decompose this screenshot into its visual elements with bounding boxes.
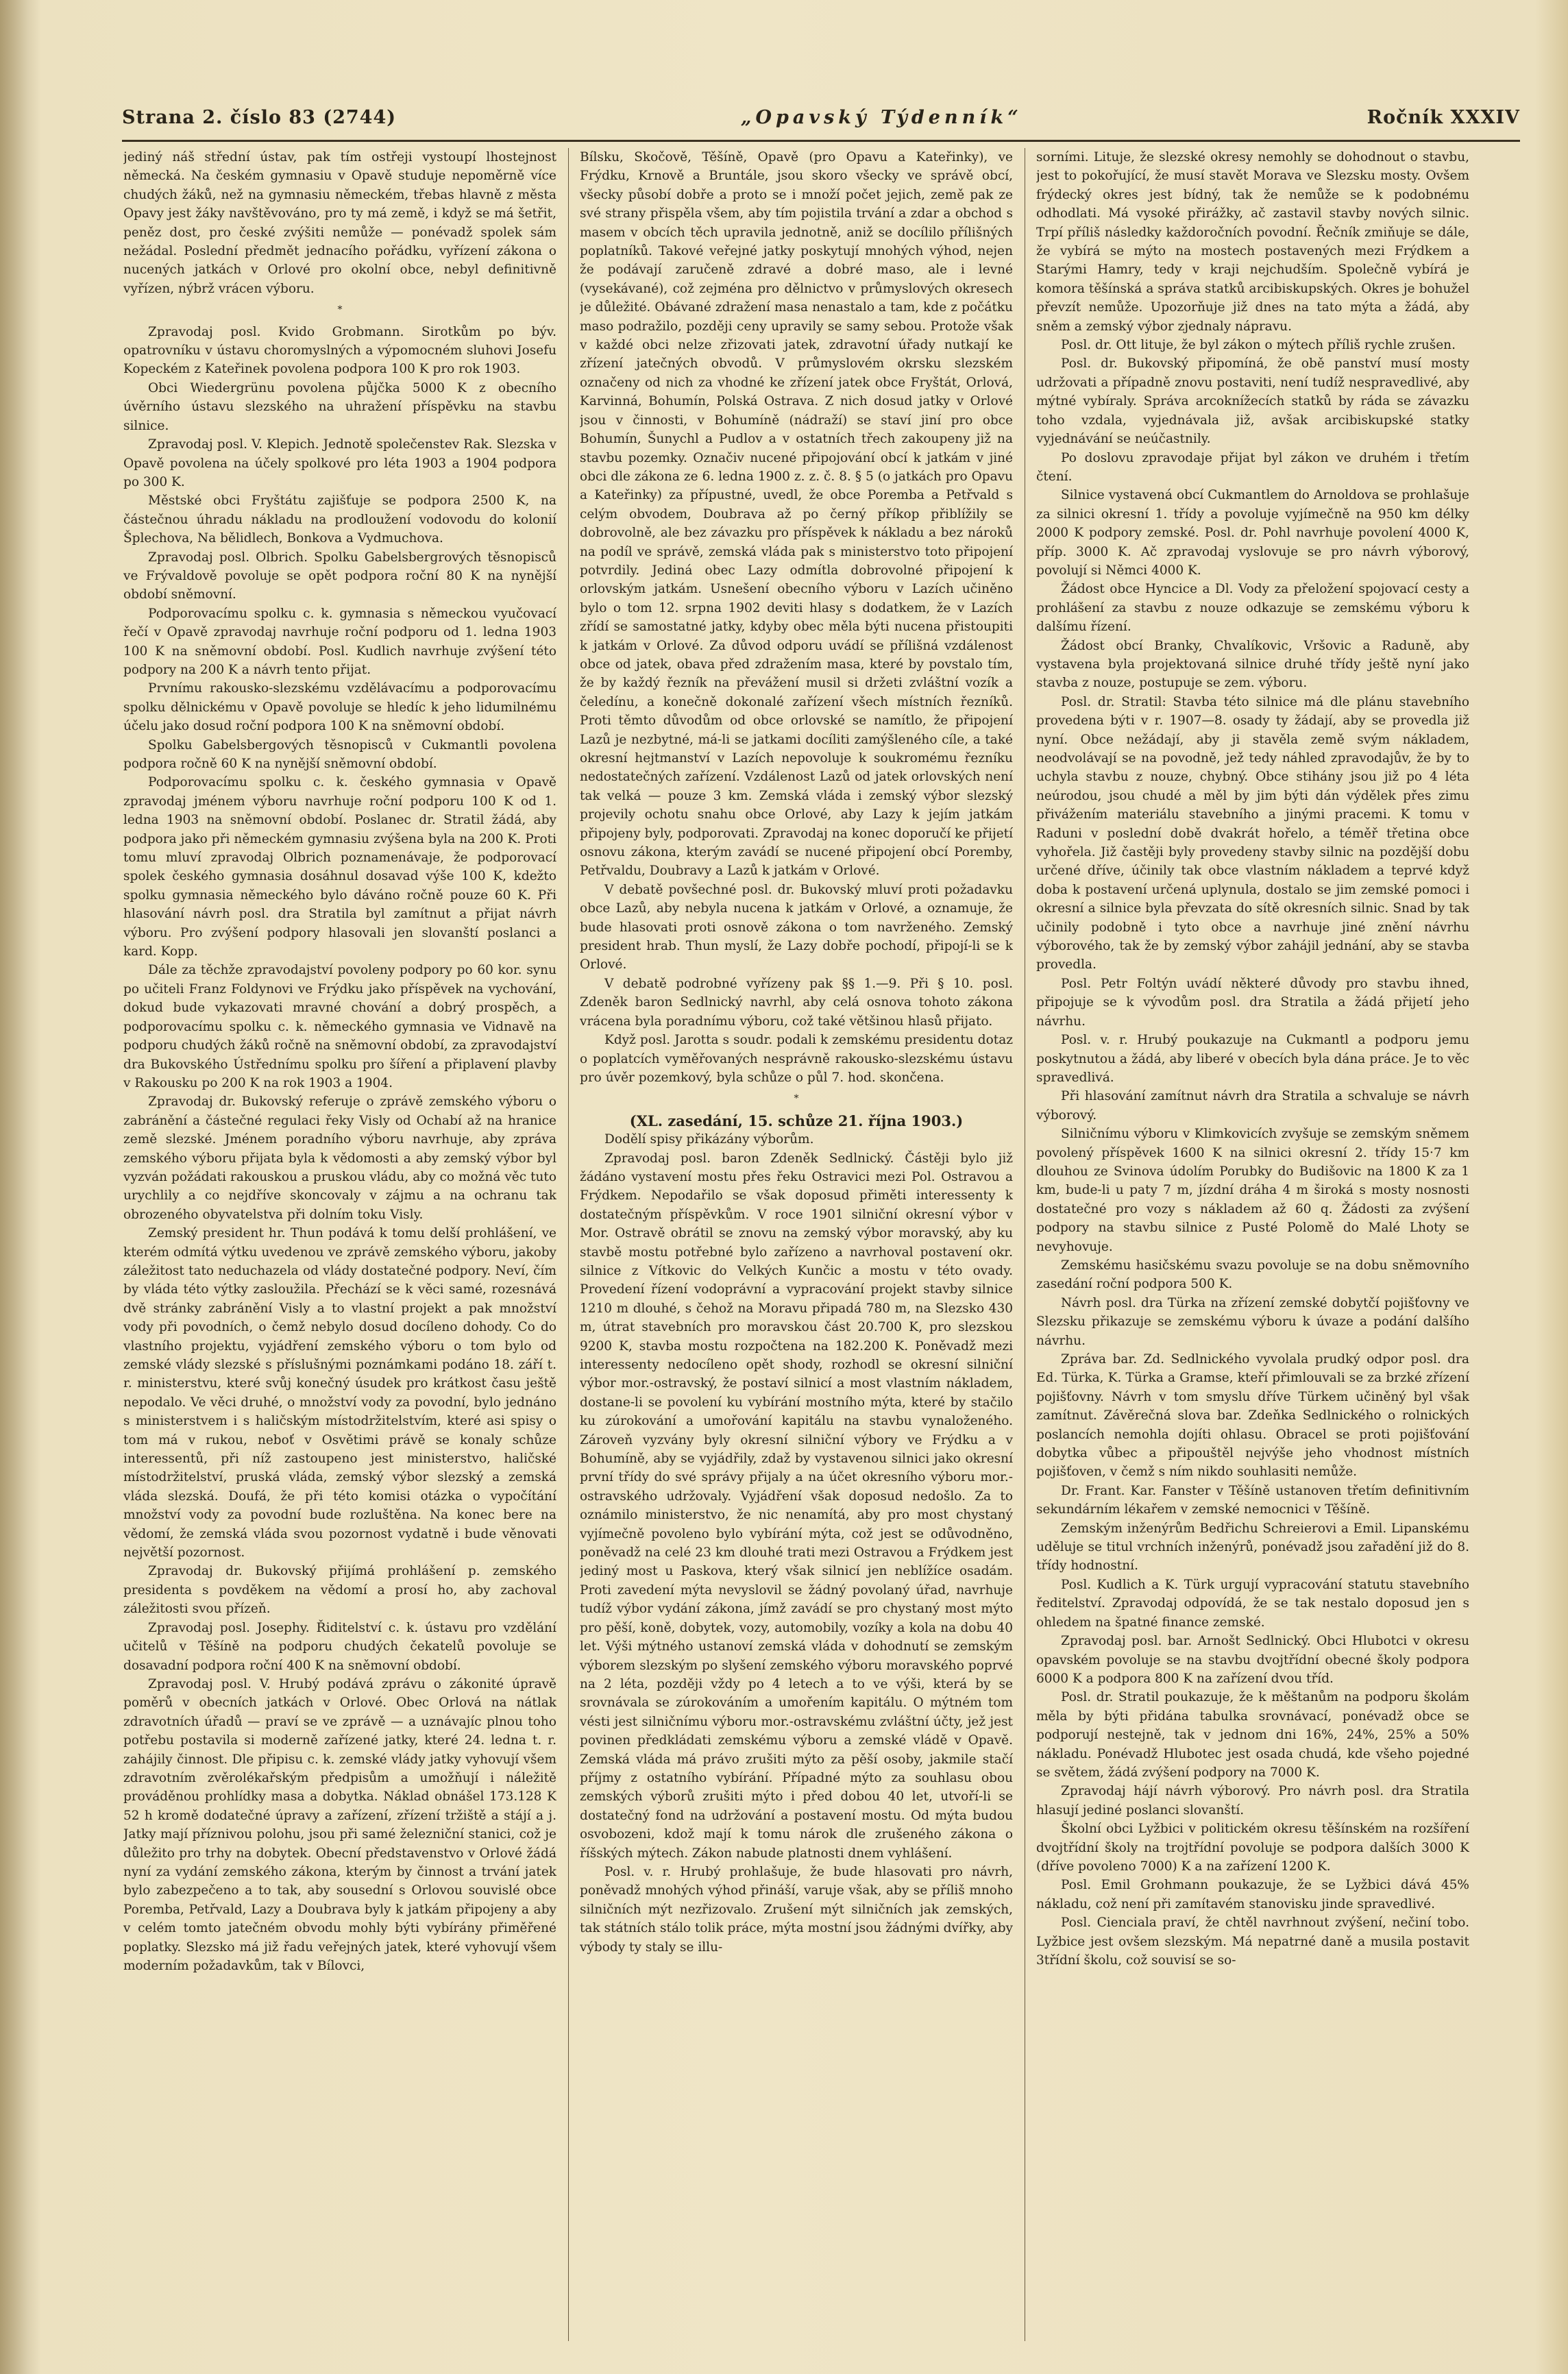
- column-divider: [568, 148, 569, 2341]
- paragraph: Spolku Gabelsbergových těsnopisců v Cukmantli povolena podpora ročně 60 K na nynější sněmovní období.: [123, 737, 556, 771]
- paragraph: Bílsku, Skočově, Těšíně, Opavě (pro Opavu a Kateřinky), ve Frýdku, Krnově a Bruntále, jsou skoro všecky ve správě obcí, všecky působí dobře a proto se i množí počet jejich, země pak ze své strany přispěla všem, aby tím pojistila trvání a zdar a obchod s masem v obcích těch upravila jednotně, aniž se docílilo přílišných poplatníků. Takové veřejné jatky poskytují mnohých výhod, nejen že podávají zaručeně zdravé a dobré maso, ale i levné (vysekávané), což zejména pro dělnictvo v průmyslových okresech je důležité. Obávané zdražení masa nenastalo a tam, kde z počátku maso podražilo, později ceny upravily se samy sebou. Protože však v každé obci nelze zřizovati jatek, zdravotní úřady nutkají ke zřízení jatečných obvodů. V průmyslovém okrsku slezském označeny od nich za vhodné ke zřízení jatek obce Fryštát, Orlová, Karvinná, Bohumín, Polská Ostrava. Z nich dosud jatky v Orlové jsou v činnosti, v Bohumíně (nádraží) se staví jiní pro obce Bohumín, Šunychl a Pudlov a v ostatních třech zakoupeny již na stavbu pozemky. Označiv nucené připojování obcí k jatkám v jiné obci dle zákona ze 6. ledna 1900 z. z. č. 8. § 5 (o jatkách pro Opavu a Kateřinky) za přípustné, uvedl, že obce Poremba a Petřvald s celým obvodem, Doubrava až po černý příkop přiblížily se dobrovolně, ale bez závazku pro příspěvek k nákladu a bez nároků na podíl ve správě, zemská vláda pak s ministerstvo toto připojení potvrdily. Jediná obec Lazy odmítla dobrovolné připojení k orlovským jatkám. Usnešení obecního výboru v Lazích učiněno bylo o tom 12. srpna 1902 deviti hlasy s dodatkem, že v Lazích zřídí se samostatné jatky, kdyby obec měla býti nucena přistoupiti k jatkám v Orlové. Za důvod odporu uvádí se přílišná vzdálenost obce od jatek, obava před zdražením masa, které by povstalo tím, že by každý řezník na převážení musil si držeti zvláštní vozík a čeledínu, a konečně dokonalé zařízení všech místních řezníků. Proti těmto důvodům od obce orlovské se namítlo, že připojení Lazů je nezbytné, má-li se jatkami docíliti zamýšleného cíle, a také okresní hejtmanství v Lazích nepovoluje k soukromému řezníku nedostatečných zařízení. Vzdálenost Lazů od jatek orlovských není tak velká — pouze 3 km. Zemská vláda i zemský výbor slezský projevily ochotu snahu obce Orlové, aby Lazy k jejím jatkám připojeny byly, podporovati. Zpravodaj na konec doporučí ke přijetí osnovu zákona, kterým zavádí se nucené připojení obcí Poremby, Petřvaldu, Doubravy a Lazů k jatkám v Orlové.: [580, 150, 1013, 879]
- paragraph: Zpráva bar. Zd. Sedlnického vyvolala prudký odpor posl. dra Ed. Türka, K. Türka a Gramse, kteří přimlouvali se za brzké zřízení pojišťovny. Návrh v tom smyslu dříve Türkem učiněný byl však zamítnut. Závěrečná slova bar. Zdeňka Sedlnického o rolnických poslancích nemohla dojíti ohlasu. Obracel se proti pojišťování dobytka vůbec a připouštěl nejvýše jeho vhodnost místních pojišťoven, v čemž s ním nikdo souhlasiti nemůže.: [1036, 1352, 1469, 1480]
- paragraph: Podporovacímu spolku c. k. českého gymnasia v Opavě zpravodaj jménem výboru navrhuje roční podporu 100 K od 1. ledna 1903 na sněmovní období. Poslanec dr. Stratil žádá, aby podpora jako při německém gymnasiu zvýšena byla na 200 K. Proti tomu mluví zpravodaj Olbrich poznamenávaje, že podporovací spolek českého gymnasia dosáhnul dosavad výše 100 K, kdežto spolku gymnasia německého bylo dáváno ročně pouze 60 K. Při hlasování návrh posl. dra Stratila byl zamítnut a přijat návrh výboru. Pro zvýšení podpory hlasovali jen slovanští poslanci a kard. Kopp.: [123, 775, 556, 959]
- paragraph: Zpravodaj posl. V. Klepich. Jednotě společenstev Rak. Slezska v Opavě povolena na účely spolkové pro léta 1903 a 1904 podpora po 300 K.: [123, 437, 556, 489]
- header-page-number: Strana 2. číslo 83 (2744): [122, 106, 397, 128]
- paragraph: Posl. Cienciala praví, že chtěl navrhnout zvýšení, nečiní tobo. Lyžbice jest ovšem slezským. Má nepatrné daně a musila postavit 3třídní školu, což souvisí se so-: [1036, 1916, 1469, 1968]
- paragraph: Zpravodaj posl. V. Hrubý podává zprávu o zákonité úpravě poměrů v obecních jatkách v Orlové. Obec Orlová na nátlak zdravotních úřadů — praví se ve zprávě — a uznávajíc plnou toho potřebu postavila si moderně zařízené jatky, které 24. ledna t. r. zahájily činnost. Dle připisu c. k. zemské vlády jatky vyhovují všem zdravotním zvěrolékařským předpisům a umožňují i náležitě prováděnou prohlídky masa a dobytka. Náklad obnášel 173.128 K 52 h kromě dodatečné úpravy a zařízení, zřízení tržiště a stájí a j. Jatky mají příznivou polohu, jsou při samé železniční stanici, což je důležito pro trhy na dobytek. Obecní představenstvo v Orlové žádá nyní za vydání zemského zákona, kterým by činnost a trvání jatek bylo zabezpečeno a to tak, aby sousední s Orlovou souvislé obce Poremba, Petřvald, Lazy a Doubrava byly k jatkám připojeny a aby v celém tomto jatečném obvodu mohly býti vybírány přiměřené poplatky. Slezsko má již řadu veřejných jatek, které vyhovují všem moderním požadavkům, tak v Bílovci,: [123, 1676, 556, 1973]
- paragraph: Zemskému hasičskému svazu povoluje se na dobu sněmovního zasedání roční podpora 500 K.: [1036, 1258, 1469, 1292]
- column-2: [580, 148, 1013, 2348]
- paragraph: Posl. v. r. Hrubý prohlašuje, že bude hlasovati pro návrh, poněvadž mnohých výhod přináší, varuje však, aby se příliš mnoho silničních mýt nezřizovalo. Zrušení mýt silničních jak zemských, tak státních stálo tolik práce, mýta mostní jsou žádnými dvířky, aby výbody ty staly se illu-: [580, 1864, 1013, 1955]
- paragraph: Zpravodaj dr. Bukovský referuje o zprávě zemského výboru o zabránění a částečné regulaci řeky Visly od Ochabí až na hranice země slezské. Jménem poradního výboru navrhuje, aby zpráva zemského výboru přijata byla k vědomosti a aby zemský výbor byl vyzván požádati rakouskou a pruskou vládu, aby co možná věc tuto urychlily a co nejdříve skoncovaly v zájmu a na ochranu tak obrozeného obyvatelstva při dolním toku Visly.: [123, 1094, 556, 1222]
- column-1: [123, 148, 556, 2348]
- paragraph: Obci Wiedergrünu povolena půjčka 5000 K z obecního úvěrního ústavu slezského na uhražení příspěvku na stavbu silnice.: [123, 380, 556, 433]
- paragraph: Posl. Emil Grohmann poukazuje, že se Lyžbici dává 45% nákladu, což není při zamítavém stanovisku jinde spravedlivé.: [1036, 1878, 1469, 1911]
- paragraph: jediný náš střední ústav, pak tím ostřeji vystoupí lhostejnost německá. Na českém gymnasiu v Opavě studuje nepoměrně více chudých žáků, než na gymnasiu německém, třebas hlavně z města Opavy jest žáky navštěvováno, pro ty má země, i když se má šetřit, peněz dost, pro české zvýšiti nemůže — ponévadž spolek sám nežádal. Poslední předmět jednacího pořádku, vyřízení zákona o nucených jatkách v Orlové pro okolní obce, nebyl definitivně vyřízen, nýbrž vrácen výboru.: [123, 150, 556, 296]
- paragraph: Zpravodaj posl. Olbrich. Spolku Gabelsbergrových těsnopisců ve Frývaldově povoluje se opět podpora roční 80 K na nynější období sněmovní.: [123, 550, 556, 602]
- paragraph: Návrh posl. dra Türka na zřízení zemské dobytčí pojišťovny ve Slezsku přikazuje se zemskému výboru k úvaze a podání dalšího návrhu.: [1036, 1295, 1469, 1348]
- paragraph: Silnice vystavená obcí Cukmantlem do Arnoldova se prohlašuje za silnici okresní 1. třídy a povoluje vyjímečně na 950 km délky 2000 K podpory zemské. Posl. dr. Pohl navrhuje povolení 4000 K, příp. 3000 K. Ač zpravodaj vyslovuje se pro návrh výborový, povolují si Němci 4000 K.: [1036, 488, 1469, 578]
- session-heading: (XL. zasedání, 15. schůze 21. října 1903.): [629, 1112, 964, 1129]
- column-3: [1036, 148, 1469, 2348]
- paragraph: Dr. Frant. Kar. Fanster v Těšíně ustanoven třetím definitivním sekundárním lékařem v zemské nemocnici v Těšíně.: [1036, 1483, 1469, 1517]
- paragraph: Silničnímu výboru v Klimkovicích zvyšuje se zemským sněmem povolený příspěvek 1600 K na silnici okresní 2. třídy 15·7 km dlouhou ze Svinova údolím Porubky do Budišovic na 1800 K za 1 km, bude-li u paty 7 m, jízdní dráha 4 m široká s mosty nosnosti dostatečné pro vozy s nákladem až 60 q. Žádosti za zvýšení podpory na stavbu silnice z Pusté Polomě do Malé Lhoty se nevyhovuje.: [1036, 1127, 1469, 1254]
- paragraph: Posl. dr. Bukovský připomíná, že obě panství musí mosty udržovati a případně znovu postaviti, není tudíž nespravedlivé, aby mýtné vybíraly. Správa arcoknížecích statků by ráda se závazku toho vzdala, vyjednávala již, avšak arcibiskupské statky vyjednávání se neúčastnily.: [1036, 356, 1469, 447]
- paragraph: Školní obci Lyžbici v politickém okresu těšínském na rozšíření dvojtřídní školy na trojtřídní povoluje se podpora dalších 3000 K (dříve povoleno 7000) K a na zařízení 1200 K.: [1036, 1822, 1469, 1874]
- paragraph: Posl. dr. Ott lituje, že byl zákon o mýtech příliš rychle zrušen.: [1061, 338, 1456, 353]
- paragraph: V debatě podrobné vyřízeny pak §§ 1.—9. Při § 10. posl. Zdeněk baron Sedlnický navrhl, aby celá osnova tohoto zákona vrácena byla poradnímu výboru, což také většinou hlasů přijato.: [580, 976, 1013, 1029]
- paragraph: Žádost obcí Branky, Chvalíkovic, Vršovic a Raduně, aby vystavena byla projektovaná silnice druhé třídy ještě nyní jako stavba z nouze, postupuje se zem. výboru.: [1036, 638, 1469, 691]
- paragraph: Zpravodaj posl. bar. Arnošt Sedlnický. Obci Hlubotci v okresu opavském povoluje se na stavbu dvojtřídní obecné školy podpora 6000 K a podpora 800 K na zařízení dvou tříd.: [1036, 1634, 1469, 1686]
- separator-star: *: [337, 304, 343, 316]
- paragraph: Posl. Petr Foltýn uvádí některé důvody pro stavbu ihned, připojuje se k vývodům posl. dra Stratila a žádá přijetí jeho návrhu.: [1036, 976, 1469, 1029]
- paragraph: Zpravodaj posl. baron Zdeněk Sedlnický. Částěji bylo již žádáno vystavení mostu přes řeku Ostravici mezi Pol. Ostravou a Frýdkem. Nepodařilo se však doposud přiměti interessenty k dostatečným příspěvkům. V roce 1901 silniční okresní výbor v Mor. Ostravě obrátil se znovu na zemský výbor moravský, aby ku stavbě mostu potřebné bylo zařízeno a navrhoval postavení okr. silnice z Vítkovic do Velkých Kunčic a mostu v této ovady. Provedení řízení vodoprávní a vypracování projekt stavby silnice 1210 m dlouhé, s čehož na Moravu připadá 780 m, na Slezsko 430 m, útrat stavebních pro moravskou část 20.700 K, pro slezskou 9200 K, stavba mostu rozpočtena na 182.200 K. Poněvadž mezi interessenty nedocíleno opět shody, rozhodl se okresní silniční výbor mor.-ostravský, že postaví silnicí a most vlastním nákladem, dostane-li se povolení ku vybírání mostního mýta, které by stačilo ku zúrokování a umořování kapitálu na stavbu vynaloženého. Zároveň vyzvány byly okresní silniční výbory ve Frýdku a v Bohumíně, aby se vyjádřily, zdaž by vystavenou silnici jako okresní první třídy do své správy přijaly a na účet okresního výboru mor.-ostravského udržovaly. Vyjádření však doposud nedošlo. Za to oznámilo ministerstvo, že nic nenamítá, aby pro most chystaný vyjímečně povoleno bylo vybírání mýta, což jest se odůvodněno, poněvadž na celé 23 km dlouhé trati mezi Ostravou a Frýdkem jest jediný most u Paskova, který však silnicí jen neblížíce osadám. Proti zavedení mýta nevyslovil se žádný povolaný úřad, navrhuje tudíž výbor vydání zákona, jímž zavádí se pro chystaný most mýto pro pěší, koně, dobytek, vozy, automobily, vozíky a kola na dobu 40 let. Výši mýtného ustanoví zemská vláda v dohodnutí se zemským výborem slezským po slyšení zemského výboru moravského poprvé na 2 léta, později vždy po 4 letech a to ve výši, která by se srovnávala se zúrokováním a umořením kapitálu. O mýtném tom vésti jest silničnímu výboru mor.-ostravskému zvláštní účty, jež jest povinen předkládati zemskému výboru a zemské vládě v Opavě. Zemská vláda má právo zrušiti mýto za pěší osoby, jakmile stačí příjmy z ostatního vybírání. Případné mýto za souhlasu obou zemských výborů zrušiti mýto i před dobou 40 let, utvoří-li se dostatečný fond na udržování a postavení mostu. Od mýta budou osvobozeni, kdož mají k tomu nárok dle zrušeného zákona o říšských mýtech. Zákon nabude platnosti dnem vyhlášení.: [580, 1151, 1013, 1861]
- paragraph: Prvnímu rakousko-slezskému vzdělávacímu a podporovacímu spolku dělnickému v Opavě povoluje se hledíc k jeho lidumilnému účelu jako dosud roční podpora 100 K na sněmovní období.: [123, 681, 556, 734]
- header-masthead: „Opavský Týdenník“: [740, 106, 1022, 128]
- paragraph: Dále za těchže zpravodajství povoleny podpory po 60 kor. synu po učiteli Franz Foldynovi ve Frýdku jako příspěvek na vychování, dokud bude vykazovati mravné chování a dobrý prospěch, a podporovacímu spolku c. k. německého gymnasia ve Vidnavě na podporu chudých žáků ročně na sněmovní období, za zpravodajství dra Bukovského Ústřednímu spolku pro šíření a připlavení plavby v Rakousku po 200 K na rok 1903 a 1904.: [123, 963, 556, 1090]
- binding-shadow: [0, 0, 41, 2374]
- paragraph: Zpravodaj hájí návrh výborový. Pro návrh posl. dra Stratila hlasují jediné poslanci slovanští.: [1036, 1784, 1469, 1818]
- paragraph: V debatě povšechné posl. dr. Bukovský mluví proti požadavku obce Lazů, aby nebyla nucena k jatkám v Orlové, a oznamuje, že bude hlasovati proti osnově zákona o tom navrženého. Zemský president hrab. Thun myslí, že Lazy dobře pochodí, připojí-li se k Orlové.: [580, 882, 1013, 972]
- paragraph: Žádost obce Hyncice a Dl. Vody za přeložení spojovací cesty a prohlášení za stavbu z nouze odkazuje se zemskému výboru k dalšímu řízení.: [1036, 582, 1469, 635]
- paragraph: Zpravodaj posl. Kvido Grobmann. Sirotkům po býv. opatrovníku v ústavu choromyslných a výpomocném sluhovi Josefu Kopeckém z Kateřinek povolena podpora 100 K pro rok 1903.: [123, 324, 556, 377]
- paragraph: Podporovacímu spolku c. k. gymnasia s německou vyučovací řečí v Opavě zpravodaj navrhuje roční podporu od 1. ledna 1903 100 K na sněmovní období. Posl. Kudlich navrhuje zvýšení této podpory na 200 K a návrh tento přijat.: [123, 606, 556, 677]
- paragraph: Zpravodaj posl. Josephy. Řiditelství c. k. ústavu pro vzdělání učitelů v Těšíně na podporu chudých čekatelů povoluje se dosavadní podpora roční 400 K na sněmovní období.: [123, 1620, 556, 1673]
- paragraph: Dodělí spisy přikázány výborům.: [604, 1132, 814, 1147]
- header-volume: Ročník XXXIV: [1367, 106, 1520, 128]
- page-header: [122, 101, 1520, 133]
- paragraph: Městské obci Fryštátu zajišťuje se podpora 2500 K, na částečnou úhradu nákladu na prodloužení vodovodu do kolonií Šplechova, Na bělidlech, Bonkova a Vydmuchova.: [123, 493, 556, 546]
- paragraph: Zemský president hr. Thun podává k tomu delší prohlášení, ve kterém odmítá výtku uvedenou ve zprávě zemského výboru, jakoby záležitost tato neduchazela od vlády dostatečné podpory. Neví, čím by vláda této výtky zasloužila. Přechází se k věci samé, rozesnává dvě stránky zabránění Visly a to vlastní projekt a pak množství vody při povodních, o čemž nebylo dosud docíleno dohody. Co do vlastního projektu, vyjádření zemského výboru o tom bylo od zemské vlády slezské s příslušnými poznámkami podáno 18. září t. r. ministerstvu, které svůj konečný úsudek pro krátkost času ještě nepodalo. Ve věci druhé, o množství vody za povodní, bylo jednáno s ministerstvem i s haličským místodržitelstvím, které asi spisy o tom má v rukou, neboť v Osvětimi právě se konaly schůze interessentů, při níž zastoupeno jest ministerstvo, haličské místodržitelství, pruská vláda, zemský výbor slezský a zemská vláda slezská. Doufá, že při této komisi otázka o vypočítání množství vody za povodní bude rozluštěna. Na konec bere na vědomí, že zemská vláda svou pozornost vydatně i bude věnovati největší pozornost.: [123, 1226, 556, 1561]
- paragraph: Zpravodaj dr. Bukovský přijímá prohlášení p. zemského presidenta s povděkem na vědomí a prosí ho, aby zachoval záležitosti svou přízeň.: [123, 1564, 556, 1617]
- separator-star: *: [794, 1093, 799, 1105]
- paragraph: Posl. v. r. Hrubý poukazuje na Cukmantl a podporu jemu poskytnutou a žádá, aby liberé v obecích byla dána práce. Je to věc spravedlivá.: [1036, 1033, 1469, 1085]
- paragraph: Při hlasování zamítnut návrh dra Stratila a schvaluje se návrh výborový.: [1036, 1089, 1469, 1123]
- paragraph: sorními. Lituje, že slezské okresy nemohly se dohodnout o stavbu, jest to pokořující, že musí stavět Morava ve Slezsku mosty. Ovšem frýdecký okres jest bídný, tak že nemůže se k podobnému odhodlati. Má vysoké přirážky, ač zastavil stavby nových silnic. Trpí příliš následky každoročních povodní. Řečník zmiňuje se dále, že vybírá se mýto na mostech postavených mezi Frýdkem a Starými Hamry, tedy v kraji nejchudším. Společně vybírá je komora těšínská a správa statků arcibiskupských. Okres je bohužel převzít nemůže. Upozorňuje již dnes na tato mýta a žádá, aby sněm a zemský výbor zjednaly nápravu.: [1036, 150, 1469, 334]
- paragraph: Když posl. Jarotta s soudr. podali k zemskému presidentu dotaz o poplatcích vyměřovaných nesprávně rakousko-slezskému ústavu pro úvěr pozemkový, byla schůze o půl 7. hod. skončena.: [580, 1033, 1013, 1085]
- paragraph: Posl. dr. Stratil poukazuje, že k měštanům na podporu školám měla by býti přidána tabulka srovnávací, ponévadž obce se podporují nestejně, tak v jednom dni 16%, 24%, 25% a 50% nákladu. Ponévadž Hlubotec jest osada chudá, kde všeho pojedné se světem, žádá zvýšení podpory na 7000 K.: [1036, 1690, 1469, 1780]
- paragraph: Zemským inženýrům Bedřichu Schreierovi a Emil. Lipanskému uděluje se titul vrchních inženýrů, ponévadž jsou zařadění již do 8. třídy hodnostní.: [1036, 1521, 1469, 1574]
- paragraph: Po doslovu zpravodaje přijat byl zákon ve druhém i třetím čtení.: [1036, 450, 1469, 484]
- paragraph: Posl. dr. Stratil: Stavba této silnice má dle plánu stavebního provedena býti v r. 1907—8. osady ty žádají, aby se provedla již nyní. Obce nežádají, aby ji stavěla země svým nákladem, neodvolávají se na povodně, jež tedy náhled zpravodajův, že by to uchyla stavbu z nouze, chybný. Obce stihány jsou již po 4 léta neúrodou, jsou chudé a měl by jim býti dán výdělek přes zimu přivážením materiálu stavebního a jinými pracemi. K tomu v Raduni v poslední době dvakrát hořelo, a téměř třetina obce vyhořela. Již častěji byly provedeny stavby silnic na pozdější dobu určené dříve, účinily tak obce vlastním nákladem a teprvé když doba k postavení určená uplynula, dostalo se jim zemské pomoci i okresní a silnice byla převzata do sítě okresních silnic. Snad by tak učinily podobně i tyto obce a navrhuje jiné znění návrhu výborového, tak že by zemský výbor zahájil jednání, aby se stavba provedla.: [1036, 694, 1469, 972]
- header-rule: [122, 140, 1520, 142]
- paragraph: Posl. Kudlich a K. Türk urgují vypracování statutu stavebního ředitelství. Zpravodaj odpovídá, že se tak nestalo doposud jen s ohledem na špatné finance zemské.: [1036, 1577, 1469, 1630]
